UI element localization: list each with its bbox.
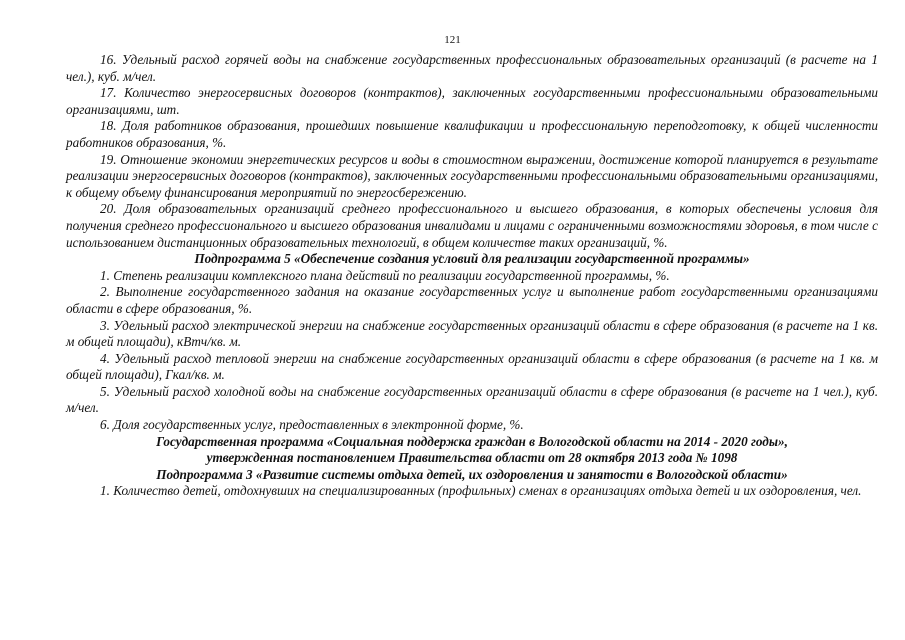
state-program-heading-line-1: Государственная программа «Социальная поддержка граждан в Вологодской области на 2014 - 2020 годы», (156, 433, 788, 449)
state-program-heading-line-2: утвержденная постановлением Правительства области от 28 октября 2013 года № 1098 (206, 450, 738, 466)
document-body (66, 52, 878, 500)
subprogram-5-indicator-1: 1. Степень реализации комплексного плана действий по реализации государственной программы, %. (100, 267, 670, 283)
subprogram-5-indicator-3: 3. Удельный расход электрической энергии на снабжение государственных организаций области в сфере образования (в расчете на 1 кв. м общей площади), кВтч/кв. м. (66, 317, 878, 350)
indicator-paragraph-16: 16. Удельный расход горячей воды на снабжение государственных профессиональных образовательных организаций (в расчете на 1 чел.), куб. м/чел. (66, 52, 878, 84)
indicator-paragraph-18: 18. Доля работников образования, прошедших повышение квалификации и профессиональную переподготовку, к общей численности работников образования, %. (66, 118, 878, 150)
subprogram-5-heading: Подпрограмма 5 «Обеспечение создания условий для реализации государственной программы» (194, 251, 750, 267)
subprogram-5-indicator-6: 6. Доля государственных услуг, предоставленных в электронной форме, %. (100, 417, 524, 433)
subprogram-3-heading: Подпрограмма 3 «Развитие системы отдыха детей, их оздоровления и занятости в Вологодской области» (156, 466, 788, 482)
subprogram-5-indicator-5: 5. Удельный расход холодной воды на снабжение государственных организаций области в сфере образования (в расчете на 1 чел.), куб. м/чел. (66, 383, 878, 416)
indicator-paragraph-17: 17. Количество энергосервисных договоров (контрактов), заключенных государственными профессиональными образовательными организациями, шт. (66, 85, 878, 117)
subprogram-5-indicator-4: 4. Удельный расход тепловой энергии на снабжение государственных организаций области в сфере образования (в расчете на 1 кв. м общей площади), Гкал/кв. м. (66, 350, 878, 383)
page-number: 121 (444, 34, 461, 46)
indicator-paragraph-19: 19. Отношение экономии энергетических ресурсов и воды в стоимостном выражении, достижение которой планируется в результате реализации энергосервисных договоров (контрактов), заключенных государственными профессиональными образовательными организациями, к общему объему финансирования мероприятий по энергосбережению. (66, 151, 878, 200)
indicator-paragraph-20: 20. Доля образовательных организаций среднего профессионального и высшего образования, в которых обеспечены условия для получения среднего профессионального и высшего образования инвалидами и лицами с ограниченными возможностями здоровья, в том числе с использованием дистанционных образовательных технологий, в общем количестве таких организаций, %. (66, 201, 878, 250)
subprogram-5-indicator-2: 2. Выполнение государственного задания на оказание государственных услуг и выполнение работ государственными организациями области в сфере образования, %. (66, 284, 878, 316)
subprogram-3-indicator-1: 1. Количество детей, отдохнувших на специализированных (профильных) сменах в организациях отдыха детей и их оздоровления, чел. (100, 483, 862, 499)
